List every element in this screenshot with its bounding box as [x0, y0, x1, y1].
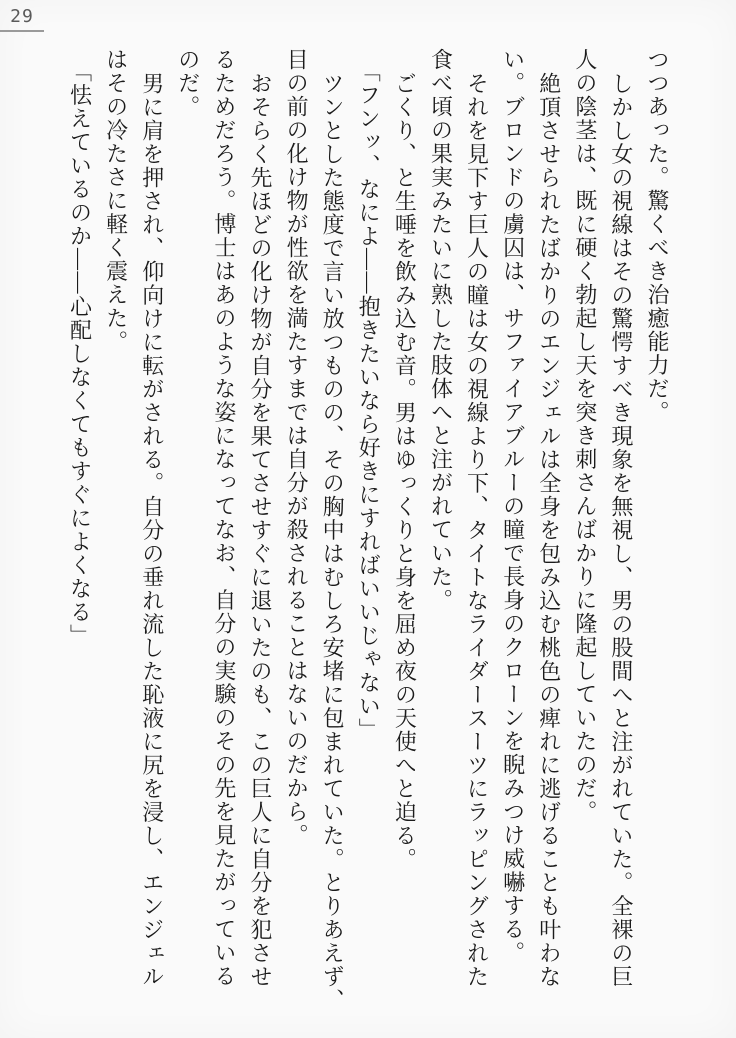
text-column: のだ。: [175, 48, 201, 119]
text-column: しかし女の視線はその驚愕すべき現象を無視し、男の股間へと注がれていた。全裸の巨: [608, 71, 634, 988]
text-column: ごくり、と生唾を飲み込む音。男はゆっくりと身を屈め夜の天使へと迫る。: [392, 71, 418, 871]
text-column: 食べ頃の果実みたいに熟した肢体へと注がれていた。: [428, 48, 454, 612]
text-column: 「怯えているのか——心配しなくてもすぐによくなる」: [67, 60, 93, 648]
text-columns: [59, 48, 675, 1012]
text-column: はその冷たさに軽く震えた。: [103, 48, 129, 354]
text-column: 男に肩を押され、仰向けに転がされる。自分の垂れ流した恥液に尻を浸し、エンジェル: [139, 71, 165, 988]
text-column: それを見下す巨人の瞳は女の視線より下、タイトなライダースーツにラッピングされた: [464, 71, 490, 988]
text-column: 絶頂させられたばかりのエンジェルは全身を包み込む桃色の痺れに逃げることも叶わな: [536, 71, 562, 988]
text-column: ツンとした態度で言い放つものの、その胸中はむしろ安堵に包まれていた。とりあえず、: [320, 71, 346, 1012]
text-column: 「フンッ、なによ——抱きたいなら好きにすればいいじゃない」: [356, 60, 382, 742]
text-column: おそらく先ほどの化け物が自分を果てさせすぐに退いたのも、この巨人に自分を犯させ: [247, 71, 273, 988]
text-column: つつあった。驚くべき治癒能力だ。: [645, 48, 670, 424]
page-number-label: 29: [10, 6, 34, 27]
page-number: [0, 6, 44, 32]
text-column: い。ブロンドの虜囚は、サファイアブルーの瞳で長身のクローンを睨みつけ威嚇する。: [500, 48, 526, 965]
text-column: 目の前の化け物が性欲を満たすまでは自分が殺されることはないのだから。: [284, 48, 310, 847]
text-column: 人の陰茎は、既に硬く勃起し天を突き刺さんばかりに隆起していたのだ。: [572, 48, 598, 824]
text-column: るためだろう。博士はあのような姿になってなお、自分の実験のその先を見たがっている: [211, 48, 237, 988]
